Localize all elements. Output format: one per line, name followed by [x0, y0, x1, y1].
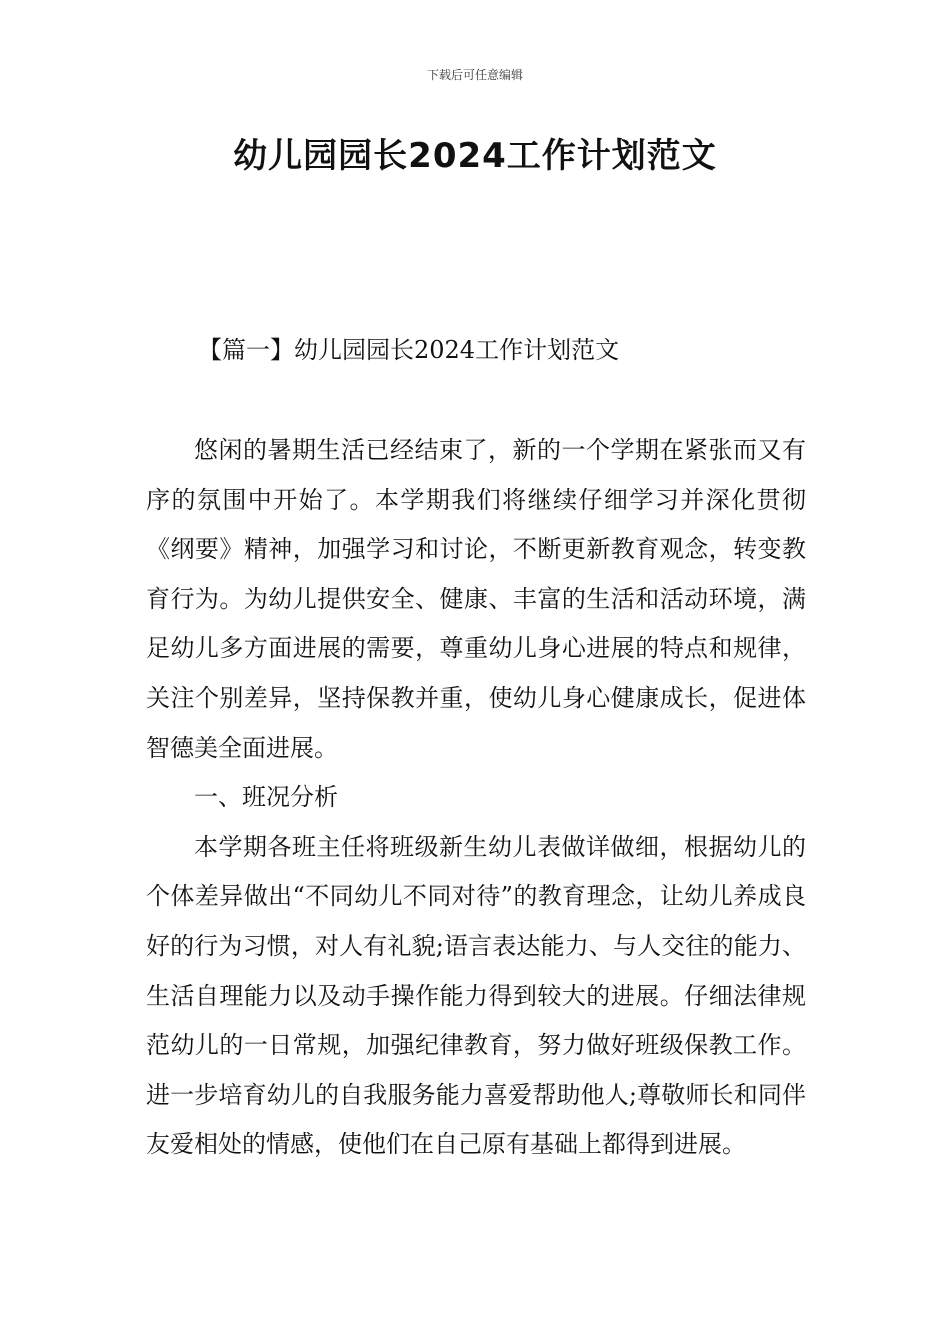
- sub-heading-class-analysis: 一、班况分析: [194, 783, 338, 812]
- intro-paragraph: 悠闲的暑期生活已经结束了，新的一个学期在紧张而又有序的氛围中开始了。本学期我们将继续仔细学习并深化贯彻《纲要》精神，加强学习和讨论，不断更新教育观念，转变教育行为。为幼儿提供安全、健康、丰富的生活和活动环境，满足幼儿多方面进展的需要，尊重幼儿身心进展的特点和规律，关注个别差异，坚持保教并重，使幼儿身心健康成长，促进体智德美全面进展。: [146, 436, 806, 762]
- body-text: [146, 426, 806, 1170]
- document-title: 幼儿园园长2024工作计划范文: [233, 136, 717, 176]
- analysis-paragraph: 本学期各班主任将班级新生幼儿表做详做细，根据幼儿的个体差异做出“不同幼儿不同对待”的教育理念，让幼儿养成良好的行为习惯，对人有礼貌;语言表达能力、与人交往的能力、生活自理能力以及动手操作能力得到较大的进展。仔细法律规范幼儿的一日常规，加强纪律教育，努力做好班级保教工作。进一步培育幼儿的自我服务能力喜爱帮助他人;尊敬师长和同伴友爱相处的情感，使他们在自己原有基础上都得到进展。: [146, 832, 806, 1159]
- header-note: 下载后可任意编辑: [426, 68, 523, 82]
- section-heading: 【篇一】幼儿园园长2024工作计划范文: [198, 336, 620, 364]
